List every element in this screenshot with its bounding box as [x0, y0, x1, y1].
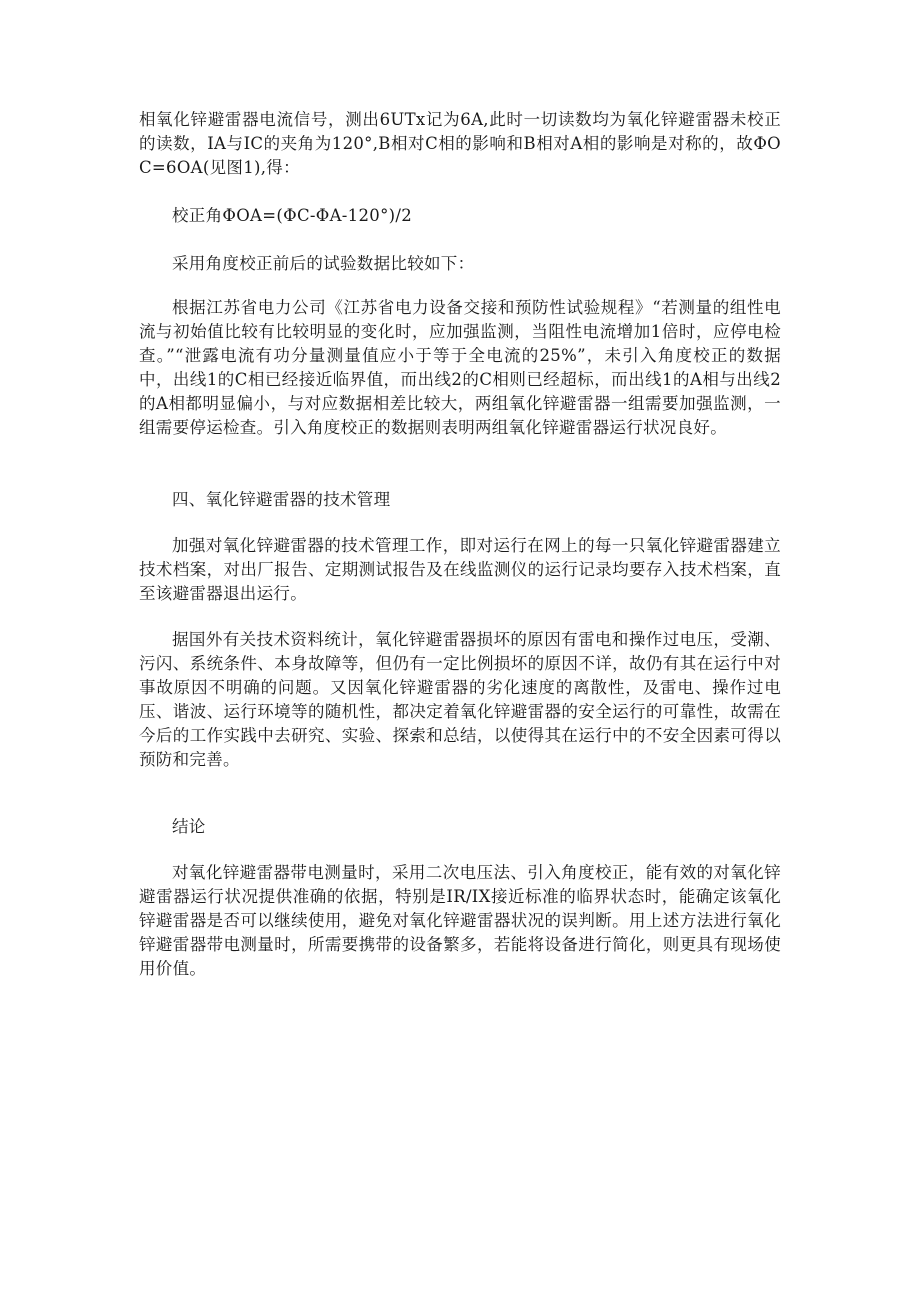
- section-heading-technical-management: 四、氧化锌避雷器的技术管理: [172, 490, 391, 509]
- paragraph-regulation-analysis: 根据江苏省电力公司《江苏省电力设备交接和预防性试验规程》“若测量的组性电流与初始值比较有比较明显的变化时，应加强监测，当阻性电流增加1倍时，应停电检查。”“泄露电流有功分量测量值应小于等于全电流的25%”，未引入角度校正的数据中，出线1的C相已经接近临界值，而出线2的C相则已经超标，而出线1的A相与出线2的A相都明显偏小，与对应数据相差比较大，两组氧化锌避雷器一组需要加强监测，一组需要停运检查。引入角度校正的数据则表明两组氧化锌避雷器运行状况良好。: [139, 298, 781, 437]
- paragraph-measurement-continuation: 相氧化锌避雷器电流信号，测出6UTx记为6A,此时一切读数均为氧化锌避雷器未校正的读数，IA与IC的夹角为120°,B相对C相的影响和B相对A相的影响是对称的，故ΦOC=6OA(见图1),得：: [139, 110, 781, 177]
- paragraph-failure-statistics: 据国外有关技术资料统计，氧化锌避雷器损坏的原因有雷电和操作过电压，受潮、污闪、系统条件、本身故障等，但仍有一定比例损坏的原因不详，故仍有其在运行中对事故原因不明确的问题。又因氧化锌避雷器的劣化速度的离散性，及雷电、操作过电压、谐波、运行环境等的随机性，都决定着氧化锌避雷器的安全运行的可靠性，故需在今后的工作实践中去研究、实验、探索和总结，以使得其在运行中的不安全因素可得以预防和完善。: [139, 630, 781, 769]
- paragraph-data-comparison-intro: 采用角度校正前后的试验数据比较如下：: [172, 254, 475, 273]
- paragraph-correction-angle-formula: 校正角ΦOA=(ΦC-ΦA-120°)/2: [172, 206, 413, 225]
- paragraph-technical-archives: 加强对氧化锌避雷器的技术管理工作，即对运行在网上的每一只氧化锌避雷器建立技术档案，对出厂报告、定期测试报告及在线监测仪的运行记录均要存入技术档案，直至该避雷器退出运行。: [139, 536, 781, 603]
- paragraph-conclusion-body: 对氧化锌避雷器带电测量时，采用二次电压法、引入角度校正，能有效的对氧化锌避雷器运行状况提供准确的依据，特别是IR/IX接近标准的临界状态时，能确定该氧化锌避雷器是否可以继续使用，避免对氧化锌避雷器状况的误判断。用上述方法进行氧化锌避雷器带电测量时，所需要携带的设备繁多，若能将设备进行简化，则更具有现场使用价值。: [139, 863, 781, 978]
- section-heading-conclusion: 结论: [172, 817, 206, 836]
